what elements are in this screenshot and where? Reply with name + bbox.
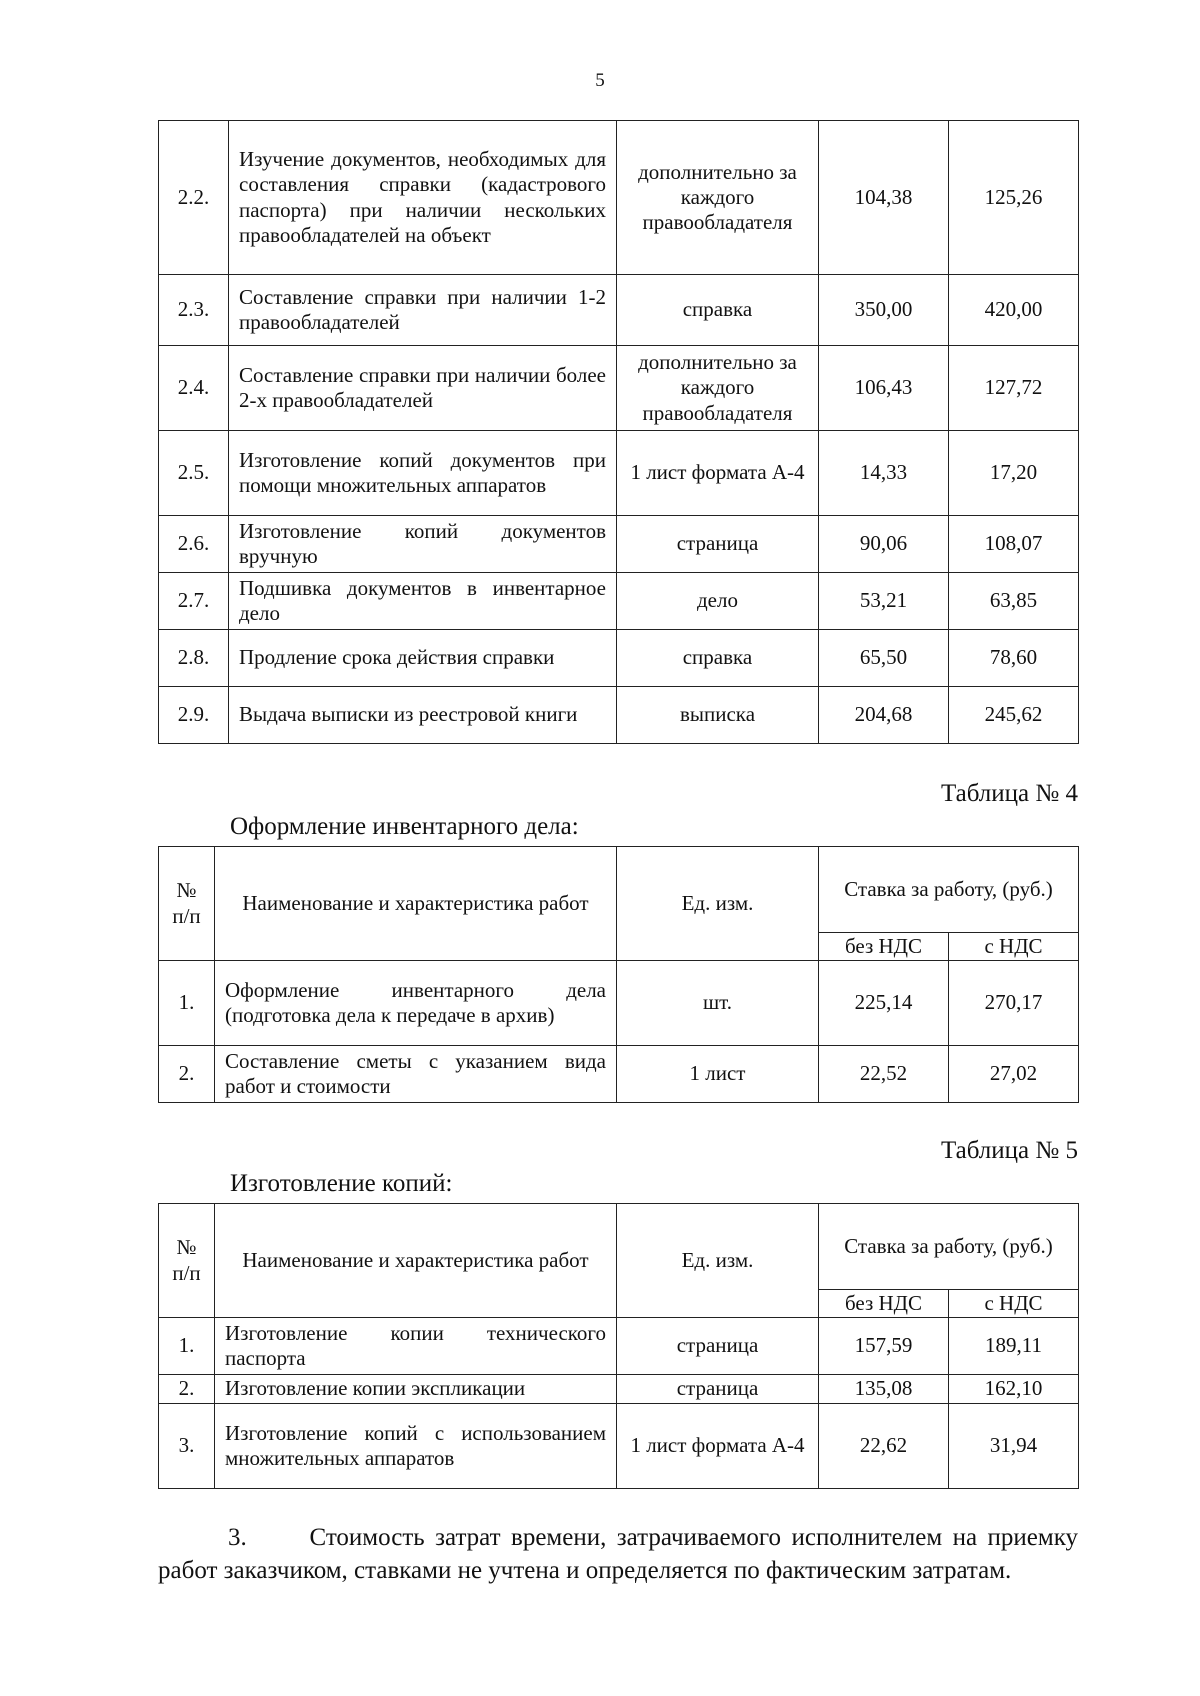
rate-no-vat: 22,52	[819, 1046, 949, 1103]
rate-no-vat: 135,08	[819, 1375, 949, 1404]
work-name: Изготовление копии технического паспорта	[215, 1318, 617, 1375]
table-row	[159, 346, 1079, 431]
services-table-continued	[158, 120, 1079, 744]
work-name: Изготовление копии экспликации	[215, 1375, 617, 1404]
work-name: Изготовление копий документов вручную	[229, 516, 617, 573]
row-number: 1.	[159, 1318, 215, 1375]
rate-with-vat: 245,62	[949, 687, 1079, 744]
row-number: 3.	[159, 1404, 215, 1489]
header-unit: Ед. изм.	[617, 1204, 819, 1318]
paragraph-3	[158, 1521, 1078, 1587]
header-number: № п/п	[159, 1204, 215, 1318]
rate-no-vat: 204,68	[819, 687, 949, 744]
table-row	[159, 1375, 1079, 1404]
table-4-label: Таблица № 4	[940, 780, 1078, 807]
rate-no-vat: 225,14	[819, 961, 949, 1046]
row-number: 2.4.	[159, 346, 229, 431]
row-number: 2.6.	[159, 516, 229, 573]
row-number: 1.	[159, 961, 215, 1046]
rate-with-vat: 31,94	[949, 1404, 1079, 1489]
unit: шт.	[617, 961, 819, 1046]
row-number: 2.3.	[159, 275, 229, 346]
unit: 1 лист формата А-4	[617, 431, 819, 516]
rate-with-vat: 108,07	[949, 516, 1079, 573]
rate-no-vat: 350,00	[819, 275, 949, 346]
row-number: 2.	[159, 1046, 215, 1103]
rate-no-vat: 22,62	[819, 1404, 949, 1489]
rate-with-vat: 189,11	[949, 1318, 1079, 1375]
table-5-title: Изготовление копий:	[230, 1170, 453, 1197]
header-name: Наименование и характеристика работ	[215, 1204, 617, 1318]
table-row	[159, 516, 1079, 573]
table-row	[159, 630, 1079, 687]
rate-with-vat: 17,20	[949, 431, 1079, 516]
row-number: 2.	[159, 1375, 215, 1404]
table-row	[159, 275, 1079, 346]
rate-with-vat: 78,60	[949, 630, 1079, 687]
rate-with-vat: 162,10	[949, 1375, 1079, 1404]
table-row	[159, 121, 1079, 275]
paragraph-text: Стоимость затрат времени, затрачиваемого исполнителем на приемку работ заказчиком, ставками не учтена и определяется по фактическим затратам.	[158, 1524, 1078, 1584]
table-5	[158, 1203, 1079, 1489]
work-name: Продление срока действия справки	[229, 630, 617, 687]
header-no-vat: без НДС	[819, 1290, 949, 1318]
table-5-label: Таблица № 5	[940, 1137, 1078, 1164]
rate-no-vat: 90,06	[819, 516, 949, 573]
rate-with-vat: 125,26	[949, 121, 1079, 275]
header-with-vat: с НДС	[949, 1290, 1079, 1318]
rate-with-vat: 270,17	[949, 961, 1079, 1046]
header-rate: Ставка за работу, (руб.)	[819, 1204, 1079, 1290]
rate-with-vat: 27,02	[949, 1046, 1079, 1103]
table-row	[159, 1318, 1079, 1375]
paragraph-number: 3.	[228, 1524, 247, 1551]
table-row	[159, 1404, 1079, 1489]
work-name: Составление сметы с указанием вида работ и стоимости	[215, 1046, 617, 1103]
rate-no-vat: 106,43	[819, 346, 949, 431]
table-4	[158, 846, 1079, 1103]
work-name: Подшивка документов в инвентарное дело	[229, 573, 617, 630]
header-number: № п/п	[159, 847, 215, 961]
table-row	[159, 431, 1079, 516]
work-name: Изучение документов, необходимых для составления справки (кадастрового паспорта) при наличии нескольких правообладателей на объект	[229, 121, 617, 275]
table-header-row	[159, 1204, 1079, 1290]
unit: дополнительно за каждого правообладателя	[617, 121, 819, 275]
header-unit: Ед. изм.	[617, 847, 819, 961]
unit: справка	[617, 275, 819, 346]
work-name: Изготовление копий с использованием множительных аппаратов	[215, 1404, 617, 1489]
rate-no-vat: 14,33	[819, 431, 949, 516]
unit: 1 лист формата А-4	[617, 1404, 819, 1489]
rate-no-vat: 157,59	[819, 1318, 949, 1375]
header-with-vat: с НДС	[949, 933, 1079, 961]
table-row	[159, 687, 1079, 744]
row-number: 2.8.	[159, 630, 229, 687]
table-row	[159, 1046, 1079, 1103]
table-row	[159, 961, 1079, 1046]
unit: дополнительно за каждого правообладателя	[617, 346, 819, 431]
unit: страница	[617, 516, 819, 573]
work-name: Оформление инвентарного дела (подготовка дела к передаче в архив)	[215, 961, 617, 1046]
table-4-title: Оформление инвентарного дела:	[230, 813, 579, 840]
row-number: 2.2.	[159, 121, 229, 275]
row-number: 2.5.	[159, 431, 229, 516]
header-name: Наименование и характеристика работ	[215, 847, 617, 961]
row-number: 2.7.	[159, 573, 229, 630]
work-name: Составление справки при наличии 1-2 правообладателей	[229, 275, 617, 346]
unit: страница	[617, 1375, 819, 1404]
rate-no-vat: 104,38	[819, 121, 949, 275]
rate-with-vat: 63,85	[949, 573, 1079, 630]
work-name: Составление справки при наличии более 2-х правообладателей	[229, 346, 617, 431]
header-rate: Ставка за работу, (руб.)	[819, 847, 1079, 933]
rate-with-vat: 420,00	[949, 275, 1079, 346]
unit: страница	[617, 1318, 819, 1375]
page-number: 5	[595, 70, 605, 91]
unit: выписка	[617, 687, 819, 744]
unit: дело	[617, 573, 819, 630]
work-name: Выдача выписки из реестровой книги	[229, 687, 617, 744]
table-row	[159, 573, 1079, 630]
rate-no-vat: 53,21	[819, 573, 949, 630]
table-header-row	[159, 847, 1079, 933]
header-no-vat: без НДС	[819, 933, 949, 961]
work-name: Изготовление копий документов при помощи множительных аппаратов	[229, 431, 617, 516]
row-number: 2.9.	[159, 687, 229, 744]
rate-with-vat: 127,72	[949, 346, 1079, 431]
unit: справка	[617, 630, 819, 687]
rate-no-vat: 65,50	[819, 630, 949, 687]
unit: 1 лист	[617, 1046, 819, 1103]
